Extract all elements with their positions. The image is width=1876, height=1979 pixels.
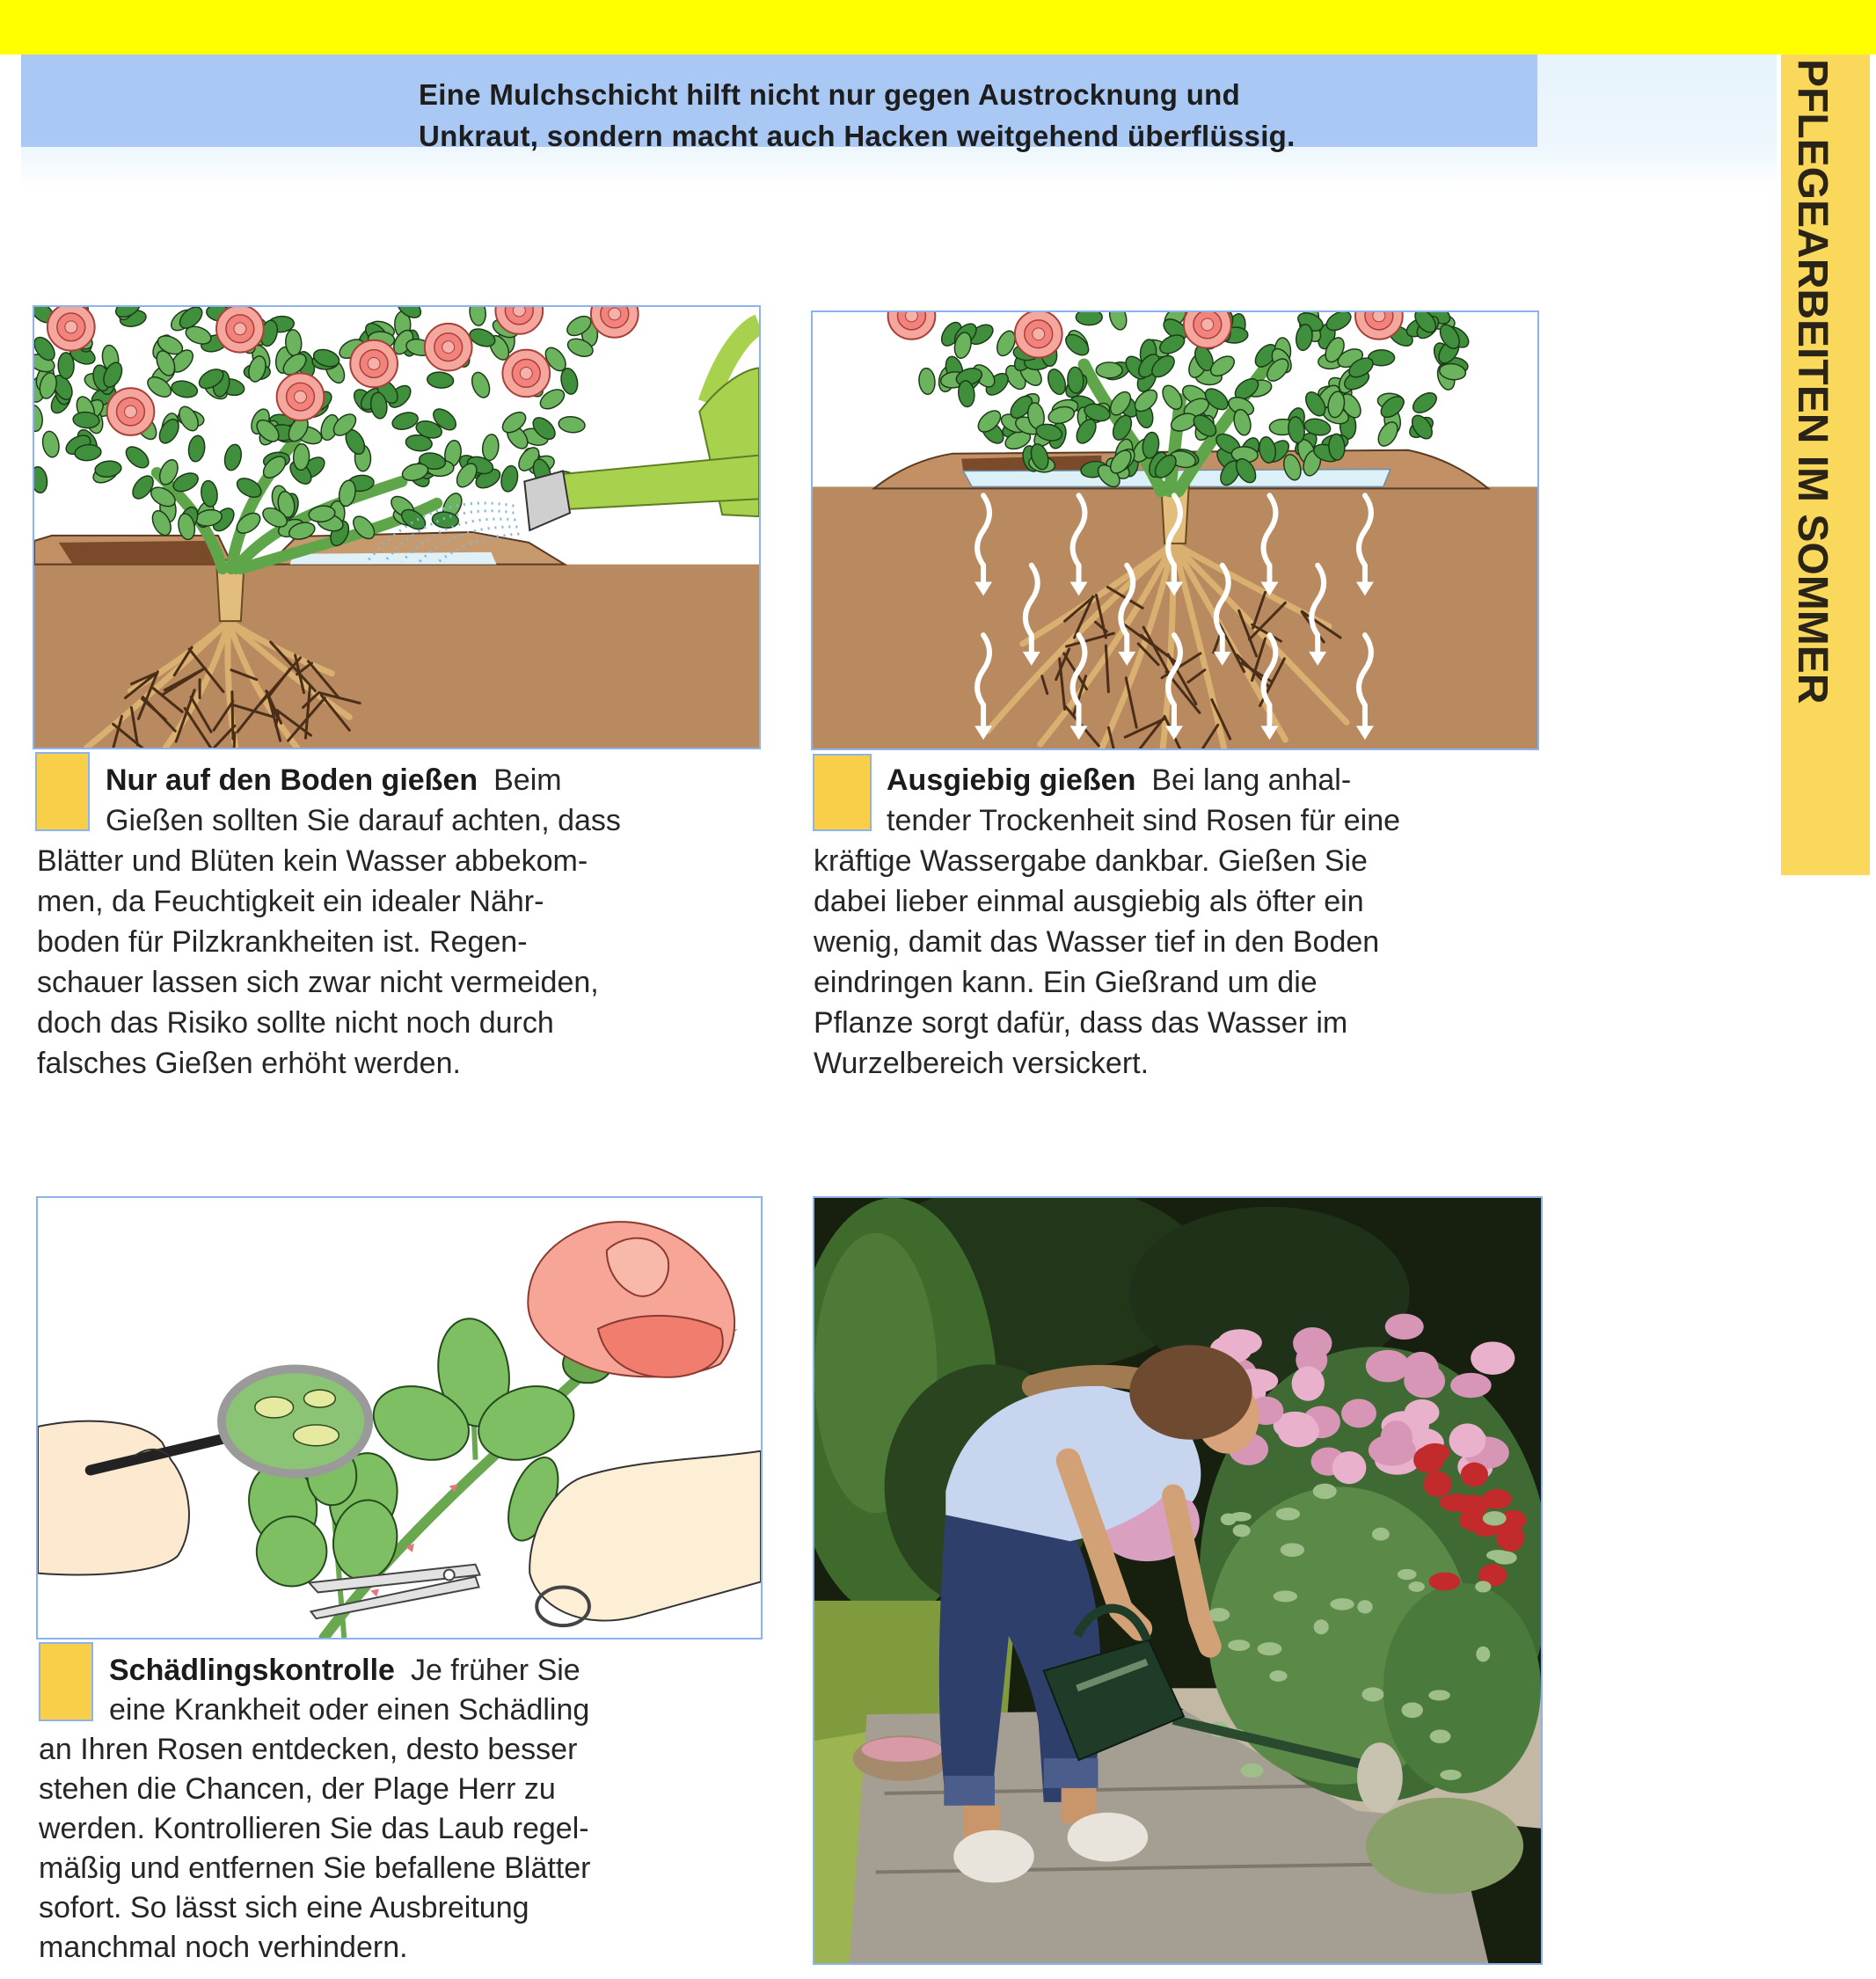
leaf-highlight <box>1330 1598 1354 1610</box>
leaf-highlight <box>1313 1484 1337 1500</box>
illustration-water-ground <box>33 305 761 749</box>
leaf-highlight <box>1228 1639 1250 1651</box>
leaf-highlight <box>1274 1590 1297 1602</box>
rose-pest-inspection-illustration <box>38 1198 761 1638</box>
leaf-highlight <box>1398 1569 1417 1580</box>
leaf-highlight <box>1230 1512 1251 1522</box>
bush-foliage <box>1383 1583 1541 1793</box>
leaf-highlight <box>1440 1770 1461 1780</box>
rose-watering-ground-illustration <box>34 307 759 748</box>
rose-bud <box>295 391 307 403</box>
text-line: werden. Kontrollieren Sie das Laub regel- <box>39 1812 589 1845</box>
mulch-layer <box>59 541 220 565</box>
rose-bud <box>609 308 621 320</box>
text-line: boden für Pilzkrankheiten ist. Regen- <box>37 925 528 959</box>
text-line: men, da Feuchtigkeit ein idealer Nähr- <box>37 885 544 918</box>
pink-rose <box>1385 1314 1424 1340</box>
woman-watering-roses-photo <box>814 1198 1541 1963</box>
leaf-highlight <box>1476 1647 1490 1662</box>
rose-bud <box>520 367 532 379</box>
leaf <box>58 353 74 379</box>
pink-rose <box>1332 1451 1367 1484</box>
red-rose <box>1498 1523 1523 1552</box>
red-rose <box>1413 1446 1444 1473</box>
text-line: kräftige Wassergabe dankbar. Gießen Sie <box>814 844 1368 878</box>
lavender-plant <box>1366 1798 1523 1894</box>
basket <box>853 1735 951 1781</box>
leaf-highlight <box>1401 1702 1422 1718</box>
rose-bud <box>1033 328 1045 340</box>
section-heading: Nur auf den Boden gießen <box>106 763 478 797</box>
rose-blossom <box>350 340 398 388</box>
text-line <box>37 760 621 800</box>
pink-rose <box>1449 1423 1486 1457</box>
illustration-pest-control <box>36 1196 763 1639</box>
rose-bud <box>905 312 917 322</box>
rose-bud <box>1373 312 1385 322</box>
top-yellow-banner <box>0 0 1876 55</box>
rose-blossom <box>216 307 264 353</box>
rose-deep-watering-illustration <box>813 312 1537 749</box>
rose-blossom <box>502 350 550 398</box>
rose-blossom <box>425 324 472 371</box>
leaf <box>1096 362 1122 378</box>
leaf-highlight <box>1493 1552 1517 1565</box>
illustration-deep-watering <box>811 310 1539 750</box>
leaf <box>257 1516 327 1586</box>
leaf-highlight <box>1276 1508 1300 1520</box>
pink-rose <box>1341 1399 1376 1428</box>
text-line: mäßig und entfernen Sie befallene Blätter <box>39 1851 591 1885</box>
text-line: Blätter und Blüten kein Wasser abbekom- <box>37 844 588 878</box>
rose-bud <box>125 405 137 418</box>
pink-rose <box>1369 1435 1416 1466</box>
leaf-highlight <box>1269 1670 1287 1682</box>
rose-bud <box>234 323 246 335</box>
leaf-highlight <box>1483 1511 1507 1525</box>
infested-leaf <box>255 1397 294 1418</box>
rose-bud <box>65 321 77 333</box>
photo-caption <box>419 74 1296 157</box>
text-line: doch das Risiko sollte nicht noch durch <box>37 1006 554 1040</box>
section-heading: Schädlingskontrolle <box>109 1654 395 1687</box>
rose-bud <box>368 358 380 370</box>
rose-blossom <box>107 388 155 435</box>
basket-contents <box>862 1737 943 1762</box>
text-line: schauer lassen sich zwar nicht vermeiden, <box>37 966 599 999</box>
text-line: an Ihren Rosen entdecken, desto besser <box>39 1733 578 1766</box>
leaf-highlight <box>1408 1581 1424 1592</box>
red-rose <box>1429 1573 1461 1591</box>
magnifying-glass-icon <box>222 1369 369 1473</box>
jeans-cuff <box>944 1776 995 1806</box>
text-line: falsches Gießen erhöht werden. <box>37 1047 461 1080</box>
chapter-tab-label: PFLEGEARBEITEN IM SOMMER <box>1789 59 1836 705</box>
chapter-tab <box>1781 55 1870 875</box>
leaf-highlight <box>1361 1687 1383 1701</box>
text-line: eindringen kann. Ein Gießrand um die <box>814 966 1318 999</box>
pink-rose <box>1404 1352 1439 1385</box>
scissor-pivot <box>444 1570 455 1581</box>
section-water-ground <box>37 760 621 1084</box>
leaf <box>1076 312 1102 325</box>
section-lead: Beim <box>493 763 562 797</box>
text-line: wenig, damit das Wasser tief in den Boden <box>814 925 1380 959</box>
watering-can-rose-head <box>1357 1742 1403 1813</box>
hair <box>1129 1345 1252 1440</box>
root-hair <box>232 692 233 740</box>
sneaker <box>953 1830 1034 1883</box>
text-line: manchmal noch verhindern. <box>39 1931 408 1964</box>
photo-woman-watering-roses <box>813 1196 1543 1965</box>
pink-rose <box>1292 1366 1325 1400</box>
section-deep-watering <box>814 760 1400 1084</box>
leaf-highlight <box>1357 1600 1372 1613</box>
text-line: eine Krankheit oder einen Schädling <box>109 1693 590 1727</box>
leaf-highlight <box>1241 1764 1264 1778</box>
infested-leaf <box>304 1390 336 1407</box>
caption-line: Unkraut, sondern macht auch Hacken weitgehend überflüssig. <box>419 120 1296 152</box>
rose-blossom <box>277 373 325 420</box>
pink-rose <box>1471 1341 1515 1375</box>
section-lead: Bei lang anhal- <box>1151 763 1352 797</box>
leaf-highlight <box>1428 1690 1450 1700</box>
leaf-highlight <box>1430 1729 1451 1742</box>
text-line: sofort. So lässt sich eine Ausbreitung <box>39 1891 529 1924</box>
text-line <box>814 760 1400 800</box>
rose-bud <box>1201 318 1214 331</box>
red-rose <box>1423 1471 1451 1497</box>
red-rose <box>1461 1463 1488 1487</box>
text-line: tender Trockenheit sind Rosen für eine <box>887 804 1401 837</box>
leaf-highlight <box>1475 1581 1491 1592</box>
sneaker <box>1068 1813 1149 1862</box>
leaf-highlight <box>1233 1524 1251 1537</box>
pink-rose <box>1405 1399 1440 1426</box>
rose-bud <box>513 307 525 317</box>
leaf-highlight <box>1314 1619 1329 1634</box>
infested-leaf <box>294 1425 339 1446</box>
text-line: stehen die Chancen, der Plage Herr zu <box>39 1772 556 1806</box>
soil <box>34 565 759 748</box>
pink-rose <box>1217 1329 1261 1355</box>
text-line: Wurzelbereich versickert. <box>814 1047 1150 1080</box>
pink-rose <box>1366 1350 1410 1383</box>
section-heading: Ausgiebig gießen <box>887 763 1136 797</box>
caption-line: Eine Mulchschicht hilft nicht nur gegen Austrocknung und <box>419 78 1241 111</box>
rose-blossom <box>1015 312 1062 358</box>
text-line: Pflanze sorgt dafür, dass das Wasser im <box>814 1006 1348 1040</box>
section-lead: Je früher Sie <box>410 1654 580 1687</box>
jeans-cuff <box>1044 1758 1099 1788</box>
text-line <box>39 1651 591 1691</box>
pink-rose <box>1450 1373 1492 1398</box>
rose-blossom <box>47 307 95 351</box>
leaf-highlight <box>1281 1543 1304 1557</box>
text-line: dabei lieber einmal ausgiebig als öfter ein <box>814 885 1364 918</box>
text-line: Gießen sollten Sie darauf achten, dass <box>106 804 621 837</box>
rose-bud <box>442 341 455 354</box>
leaf-highlight <box>1258 1642 1282 1655</box>
leaf-highlight <box>1372 1528 1390 1541</box>
section-pest-control <box>39 1651 591 1968</box>
